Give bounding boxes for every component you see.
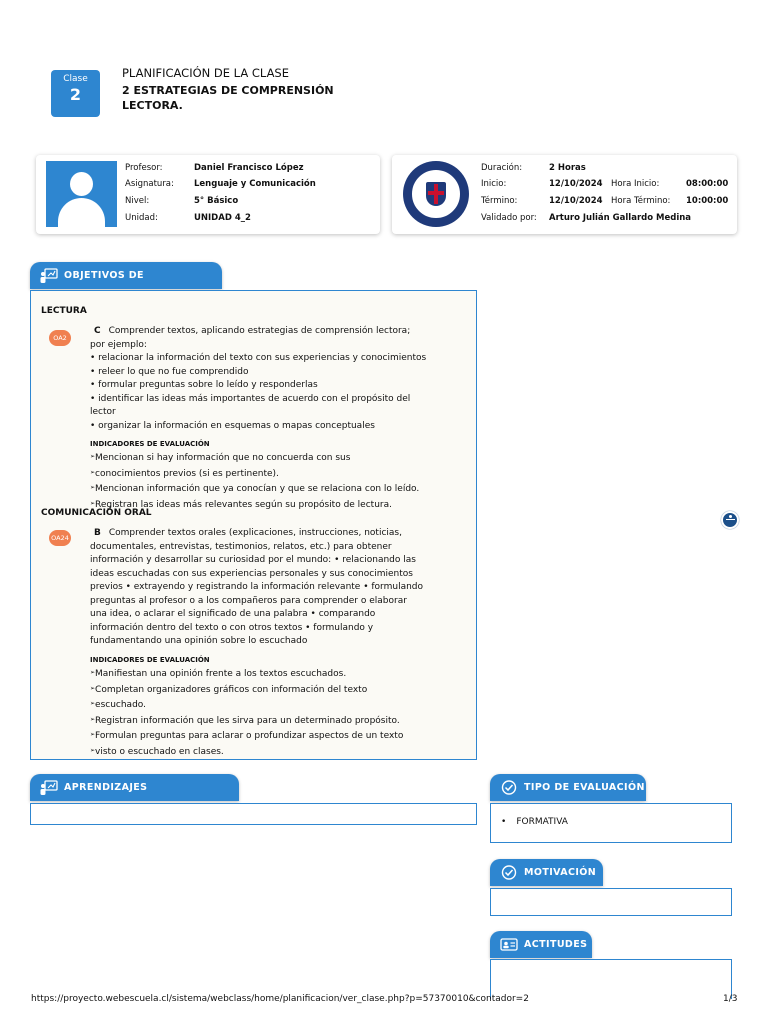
oa24-line: previos • extrayendo y registrando la información relevante • formulando [90, 582, 424, 592]
hora-inicio-label: Hora Inicio: [611, 179, 660, 189]
indicator-cont-text: visto o escuchado en clases. [95, 746, 224, 757]
nivel-value: 5° Básico [194, 196, 239, 206]
tab-objetivos [30, 262, 222, 289]
oa24-line: fundamentando una opinión sobre lo escuchado [90, 636, 308, 646]
clase-number: 2 [69, 85, 82, 104]
clase-badge [51, 70, 100, 117]
oa2-indicators [90, 450, 470, 512]
accessibility-icon[interactable] [721, 511, 739, 529]
actitudes-box [490, 959, 732, 999]
hora-inicio-value: 08:00:00 [686, 179, 729, 189]
oa24-indicators [90, 666, 470, 759]
indicator-item: ➢ Formulan preguntas para aclarar o profundizar aspectos de un texto [90, 728, 470, 744]
page-number: 1/3 [723, 994, 738, 1004]
clase-label: Clase [63, 74, 88, 84]
oa24-line: información dentro del texto o con otros textos • formulando y [90, 622, 374, 633]
indicator-item: ➢ Mencionan si hay información que no concuerda con sus [90, 450, 470, 466]
indicator-item: ➢ Completan organizadores gráficos con información del texto [90, 682, 470, 698]
oa2-indicators-heading: INDICADORES DE EVALUACIÓN [90, 440, 210, 448]
profesor-label: Profesor: [125, 163, 163, 173]
oa2-intro: Comprender textos, aplicando estrategias de comprensión lectora; [108, 326, 411, 336]
schedule-info-card [392, 155, 737, 234]
oa2-line: • identificar las ideas más importantes de acuerdo con el propósito del [90, 393, 411, 404]
id-card-icon [500, 937, 518, 952]
oa24-line: preguntas al profesor o a los compañeros para comprender o elaborar [90, 595, 407, 606]
tab-evaluacion-label: TIPO DE EVALUACIÓN [524, 782, 645, 793]
duracion-value: 2 Horas [549, 163, 586, 173]
oa24-badge: OA24 [49, 530, 71, 546]
oa2-line: • organizar la información en esquemas o mapas conceptuales [90, 420, 375, 431]
validado-value: Arturo Julián Gallardo Medina [549, 213, 692, 223]
indicator-item-cont [90, 697, 470, 713]
validado-label: Validado por: [481, 213, 537, 223]
oa2-line: lector [90, 407, 116, 417]
presentation-icon [40, 780, 58, 795]
profesor-value: Daniel Francisco López [194, 163, 304, 173]
indicator-item: ➢ Mencionan información que ya conocían y que se relaciona con lo leído. [90, 481, 470, 497]
oa2-line: • releer lo que no fue comprendido [90, 366, 249, 377]
termino-label: Término: [481, 196, 518, 206]
evaluacion-item: • FORMATIVA [501, 817, 568, 827]
oa24-indicators-heading: INDICADORES DE EVALUACIÓN [90, 656, 210, 664]
check-circle-icon [500, 780, 518, 795]
oa2-code: C [94, 326, 101, 336]
oa2-line: • formular preguntas sobre lo leído y responderlas [90, 380, 318, 390]
hora-termino-value: 10:00:00 [686, 196, 729, 206]
tab-actitudes [490, 931, 592, 958]
tab-objetivos-label: OBJETIVOS DE [64, 270, 144, 281]
tab-motivacion [490, 859, 603, 886]
nivel-label: Nivel: [125, 196, 150, 206]
footer-url: https://proyecto.webescuela.cl/sistema/webclass/home/planificacion/ver_clase.php?p=57370010&contador=2 [31, 994, 529, 1004]
asignatura-label: Asignatura: [125, 179, 174, 189]
school-logo-icon [403, 161, 469, 227]
tab-evaluacion [490, 774, 646, 801]
indicator-item-cont [90, 744, 470, 760]
oa2-line: • relacionar la información del texto con sus experiencias y conocimientos [90, 353, 427, 363]
tab-motivacion-label: MOTIVACIÓN [524, 867, 597, 878]
indicator-item: ➢ Manifiestan una opinión frente a los textos escuchados. [90, 666, 470, 682]
avatar [46, 161, 117, 227]
indicator-cont-text: conocimientos previos (si es pertinente). [95, 468, 279, 479]
oa24-line: documentales, entrevistas, testimonios, relatos, etc.) para obtener [90, 541, 392, 552]
tab-transversales [30, 774, 239, 801]
transversales-box [30, 803, 477, 825]
indicator-cont-text: escuchado. [95, 700, 146, 710]
oa24-objective [90, 527, 470, 649]
oa2-objective [90, 325, 470, 433]
indicator-item-cont [90, 466, 470, 482]
presentation-icon [40, 268, 58, 283]
oa24-intro: Comprender textos orales (explicaciones, instrucciones, noticias, [108, 528, 402, 538]
termino-value: 12/10/2024 [549, 196, 603, 206]
oa2-line: por ejemplo: [90, 339, 147, 350]
duracion-label: Duración: [481, 163, 523, 173]
tab-transversales-label: APRENDIZAJES [64, 782, 148, 793]
unidad-label: Unidad: [125, 213, 158, 223]
motivacion-box [490, 888, 732, 916]
oa24-line: ideas escuchadas con sus experiencias personales y sus conocimientos [90, 568, 413, 579]
check-circle-icon [500, 865, 518, 880]
page-title: PLANIFICACIÓN DE LA CLASE [122, 66, 290, 80]
indicator-item: ➢ Registran las ideas más relevantes según su propósito de lectura. [90, 497, 470, 513]
indicator-item: ➢ Registran información que les sirva para un determinado propósito. [90, 713, 470, 729]
lectura-heading: LECTURA [41, 306, 87, 316]
plan-name: 2 ESTRATEGIAS DE COMPRENSIÓN LECTORA. [122, 84, 334, 112]
oa24-code: B [94, 528, 101, 538]
hora-termino-label: Hora Término: [611, 196, 671, 206]
unidad-value: UNIDAD 4_2 [194, 213, 251, 223]
oa24-line: una idea, o aclarar el significado de una palabra • comparando [90, 609, 376, 619]
tab-actitudes-label: ACTITUDES [524, 939, 588, 950]
oa24-line: información y desarrollar su curiosidad por el mundo: • relacionando las [90, 555, 416, 565]
asignatura-value: Lenguaje y Comunicación [194, 179, 316, 189]
inicio-value: 12/10/2024 [549, 179, 603, 189]
oral-heading: COMUNICACIÓN ORAL [41, 508, 152, 518]
oa2-badge: OA2 [49, 330, 71, 346]
teacher-info-card [36, 155, 380, 234]
inicio-label: Inicio: [481, 179, 507, 189]
